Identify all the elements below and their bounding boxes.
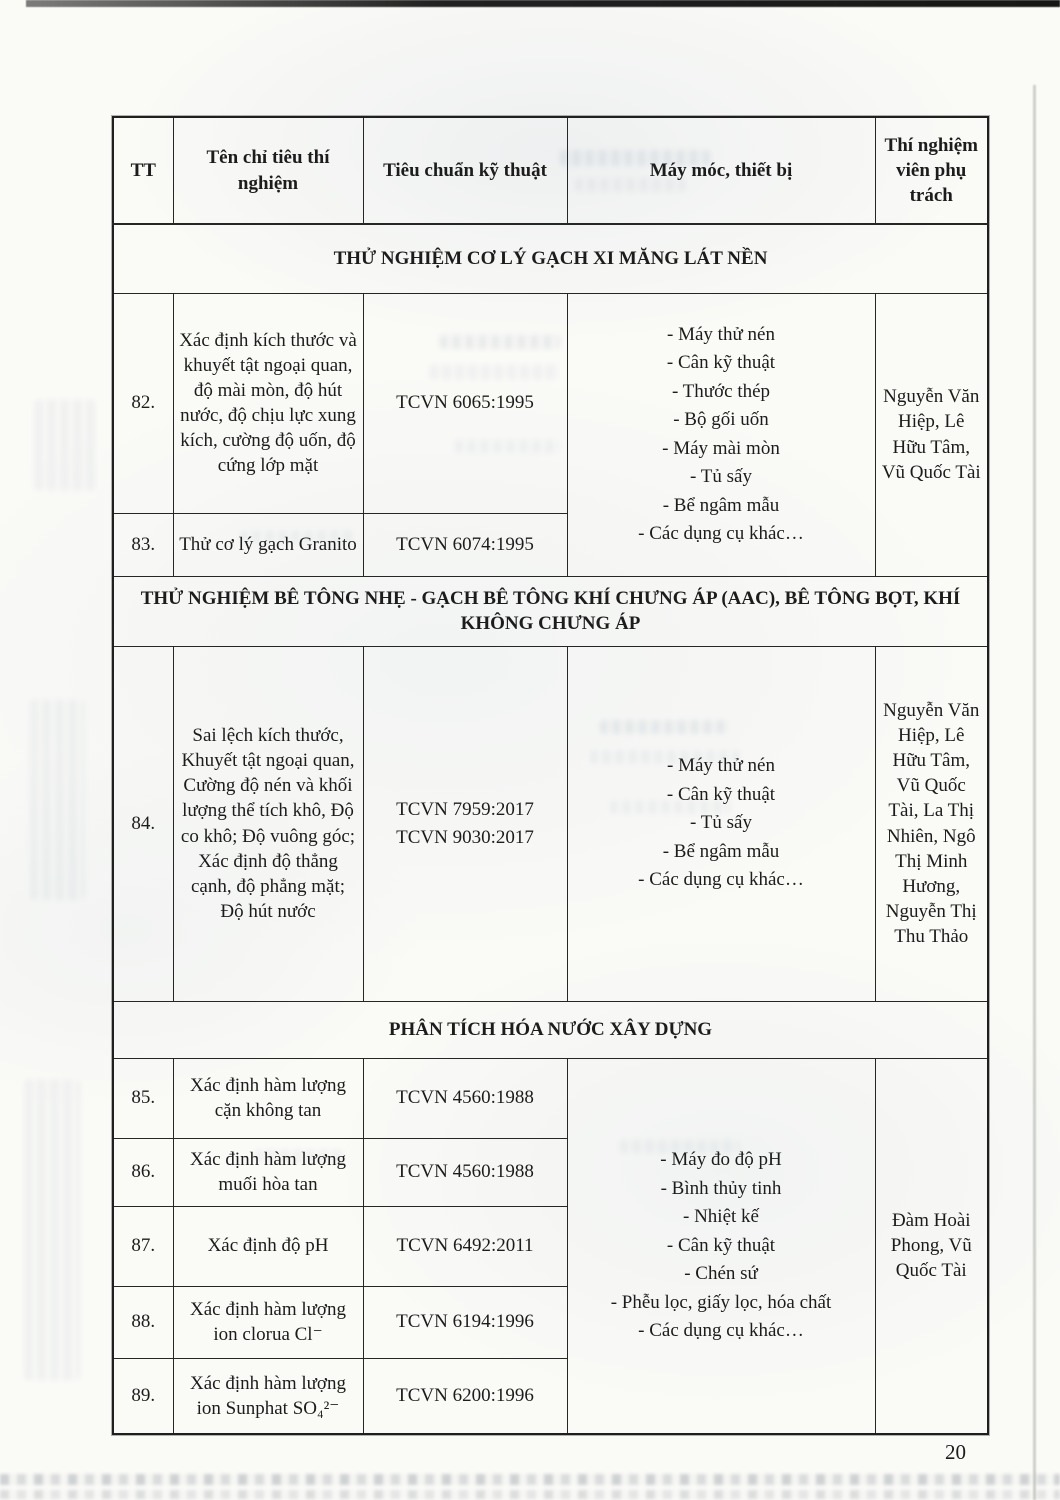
row-87-standard [363,1206,567,1286]
bleedthrough-artifact [35,400,95,490]
equipment-item: - Tủ sấy [690,812,752,834]
standard-value: TCVN 7959:2017 [396,798,534,820]
row-82-test-name: Xác định kích thước và khuyết tật ngoại quan, độ mài mòn, độ hút nước, độ chịu lực xung kích, cường độ uốn, độ cứng lớp mặt [173,293,363,513]
section-row [113,1001,988,1058]
row-86-number: 86. [113,1138,173,1206]
equipment-item: - Máy mài mòn [662,437,780,459]
equipment-item: - Máy thử nén [667,323,775,345]
row-84-test-name: Sai lệch kích thước, Khuyết tật ngoại quan, Cường độ nén và khối lượng thể tích khô, Độ co khô; Độ vuông góc; Xác định độ thẳng cạnh, độ phẳng mặt; Độ hút nước [173,646,363,1001]
row-87-number: 87. [113,1206,173,1286]
row-84-number: 84. [113,646,173,1001]
equipment-item: - Bộ gối uốn [673,409,769,430]
row-87-test-name: Xác định độ pH [173,1206,363,1286]
page-number: 20 [945,1440,966,1464]
section3-technicians-cell: Đàm Hoài Phong, Vũ Quốc Tài [875,1058,988,1434]
row-82-number: 82. [113,293,173,513]
scan-right-edge [1033,85,1036,1500]
row-85-standard [363,1058,567,1138]
equipment-item: - Các dụng cụ khác… [638,869,804,891]
section-title-lightweight-concrete: THỬ NGHIỆM BÊ TÔNG NHẸ - GẠCH BÊ TÔNG KHÍ CHƯNG ÁP (AAC), BÊ TÔNG BỌT, KHÍ KHÔNG CHƯNG ÁP [113,576,988,646]
equipment-item: - Cân kỹ thuật [666,352,776,373]
table-row-84 [113,646,988,1001]
test-criteria-table [112,116,989,1435]
standard-value: TCVN 6492:2011 [396,1235,534,1257]
row-83-test-name: Thử cơ lý gạch Granito [173,513,363,576]
equipment-item: - Cân kỹ thuật [666,783,776,805]
equipment-item: - Các dụng cụ khác… [638,523,804,544]
col-header-equipment: Máy móc, thiết bị [567,117,875,224]
row-89-number: 89. [113,1358,173,1434]
row-86-standard [363,1138,567,1206]
section-title-cement-tiles: THỬ NGHIỆM CƠ LÝ GẠCH XI MĂNG LÁT NỀN [113,224,988,293]
equipment-item: - Tủ sấy [690,466,752,487]
standard-value: TCVN 9030:2017 [396,826,534,848]
standard-value: TCVN 6065:1995 [396,392,534,414]
table-row-85 [113,1058,988,1138]
bleedthrough-artifact [30,700,85,900]
equipment-item: - Máy đo độ pH [660,1149,782,1170]
table-row-82 [113,293,988,513]
row-85-test-name: Xác định hàm lượng cặn không tan [173,1058,363,1138]
equipment-item: - Chén sứ [684,1263,758,1284]
table-header-row [113,117,988,224]
scan-top-edge [26,0,1060,7]
bleedthrough-band [0,1474,1060,1485]
section-row [113,224,988,293]
equipment-item: - Các dụng cụ khác… [638,1320,804,1341]
section1-technicians-cell: Nguyễn Văn Hiệp, Lê Hữu Tâm, Vũ Quốc Tài [875,293,988,576]
row-83-standard [363,513,567,576]
row-83-number: 83. [113,513,173,576]
col-header-standard: Tiêu chuẩn kỹ thuật [363,117,567,224]
section2-equipment-cell [567,646,875,1001]
section3-equipment-cell [567,1058,875,1434]
equipment-item: - Máy thử nén [667,755,775,777]
col-header-technician: Thí nghiệm viên phụ trách [875,117,988,224]
row-89-test-name: Xác định hàm lượng ion Sunphat SO₄²⁻ [173,1358,363,1434]
bleedthrough-artifact [25,1080,80,1380]
section1-equipment-cell [567,293,875,576]
standard-value: TCVN 6200:1996 [396,1384,534,1406]
row-88-test-name: Xác định hàm lượng ion clorua Cl⁻ [173,1286,363,1358]
row-88-number: 88. [113,1286,173,1358]
col-header-test-name: Tên chỉ tiêu thí nghiệm [173,117,363,224]
bleedthrough-band [0,1490,1060,1499]
row-85-number: 85. [113,1058,173,1138]
equipment-item: - Nhiệt kế [683,1206,759,1227]
equipment-item: - Thước thép [671,380,771,402]
standard-value: TCVN 6074:1995 [396,533,534,555]
section-row [113,576,988,646]
row-88-standard [363,1286,567,1358]
equipment-item: - Phễu lọc, giấy lọc, hóa chất [610,1291,832,1313]
equipment-item: - Bể ngâm mẫu [662,840,780,862]
row-84-standard [363,646,567,1001]
row-86-test-name: Xác định hàm lượng muối hòa tan [173,1138,363,1206]
section-title-water-analysis: PHÂN TÍCH HÓA NƯỚC XÂY DỰNG [113,1001,988,1058]
row-89-standard [363,1358,567,1434]
standard-value: TCVN 4560:1988 [396,1161,534,1183]
equipment-item: - Cân kỹ thuật [666,1234,776,1256]
section2-technicians-cell: Nguyễn Văn Hiệp, Lê Hữu Tâm, Vũ Quốc Tài, La Thị Nhiên, Ngô Thị Minh Hương, Nguyễn Thị Thu Thảo [875,646,988,1001]
equipment-item: - Bình thủy tinh [660,1177,782,1199]
equipment-item: - Bể ngâm mẫu [662,494,780,516]
standard-value: TCVN 6194:1996 [396,1311,534,1333]
col-header-tt: TT [113,117,173,224]
row-82-standard [363,293,567,513]
standard-value: TCVN 4560:1988 [396,1087,534,1109]
